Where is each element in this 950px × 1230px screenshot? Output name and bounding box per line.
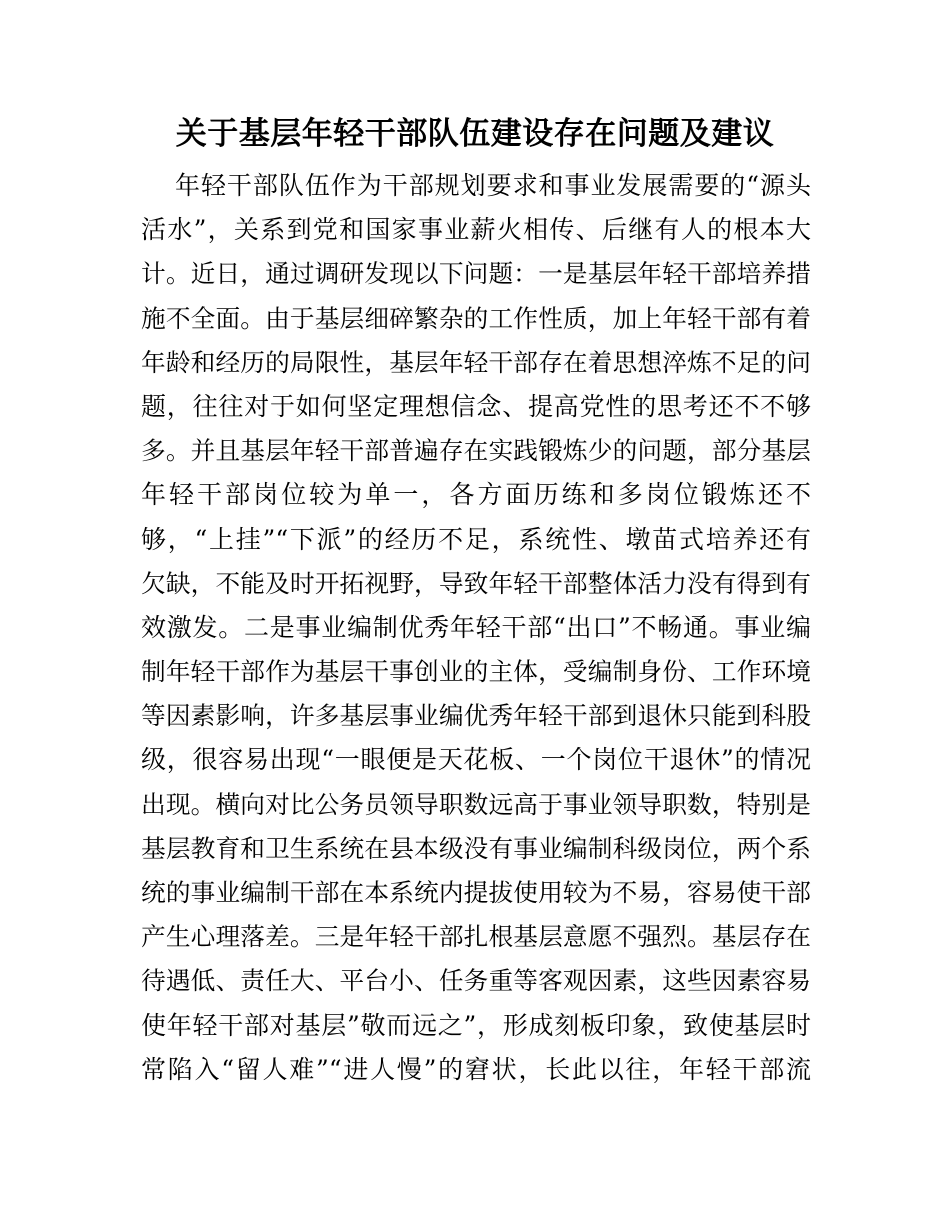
document-body bbox=[141, 164, 811, 1092]
body-line: 常陷入“留人难”“进人慢”的窘状，长此以往，年轻干部流 bbox=[141, 1054, 811, 1084]
body-line: 统的事业编制干部在本系统内提拔使用较为不易，容易使干部 bbox=[141, 878, 811, 907]
body-line: 使年轻干部对基层”敬而远之”，形成刻板印象，致使基层时 bbox=[141, 1010, 811, 1040]
body-line: 够，“上挂”“下派”的经历不足，系统性、墩苗式培养还有 bbox=[141, 524, 811, 554]
document-title: 关于基层年轻干部队伍建设存在问题及建议 bbox=[175, 116, 775, 152]
body-line: 题，往往对于如何坚定理想信念、提高党性的思考还不不够 bbox=[141, 391, 811, 421]
body-line: 多。并且基层年轻干部普遍存在实践锻炼少的问题，部分基层 bbox=[141, 436, 811, 466]
body-line: 施不全面。由于基层细碎繁杂的工作性质，加上年轻干部有着 bbox=[141, 303, 811, 333]
body-line: 年轻干部队伍作为干部规划要求和事业发展需要的“源头 bbox=[175, 171, 811, 200]
body-line: 产生心理落差。三是年轻干部扎根基层意愿不强烈。基层存在 bbox=[141, 922, 811, 952]
body-line: 制年轻干部作为基层干事创业的主体，受编制身份、工作环境 bbox=[141, 657, 811, 687]
body-line: 年轻干部岗位较为单一，各方面历练和多岗位锻炼还不 bbox=[141, 480, 811, 510]
body-line: 欠缺，不能及时开拓视野，导致年轻干部整体活力没有得到有 bbox=[141, 568, 811, 598]
body-line: 基层教育和卫生系统在县本级没有事业编制科级岗位，两个系 bbox=[141, 833, 811, 863]
body-line: 级，很容易出现“一眼便是天花板、一个岗位干退休”的情况 bbox=[141, 745, 811, 775]
body-line: 待遇低、责任大、平台小、任务重等客观因素，这些因素容易 bbox=[141, 966, 811, 996]
body-line: 年龄和经历的局限性，基层年轻干部存在着思想淬炼不足的问 bbox=[141, 347, 811, 377]
body-line: 活水”，关系到党和国家事业薪火相传、后继有人的根本大 bbox=[141, 215, 811, 245]
body-line: 出现。横向对比公务员领导职数远高于事业领导职数，特别是 bbox=[141, 789, 811, 819]
body-line: 等因素影响，许多基层事业编优秀年轻干部到退休只能到科股 bbox=[141, 701, 811, 731]
body-line: 效激发。二是事业编制优秀年轻干部“出口”不畅通。事业编 bbox=[141, 612, 811, 642]
body-line: 计。近日，通过调研发现以下问题：一是基层年轻干部培养措 bbox=[141, 259, 811, 289]
